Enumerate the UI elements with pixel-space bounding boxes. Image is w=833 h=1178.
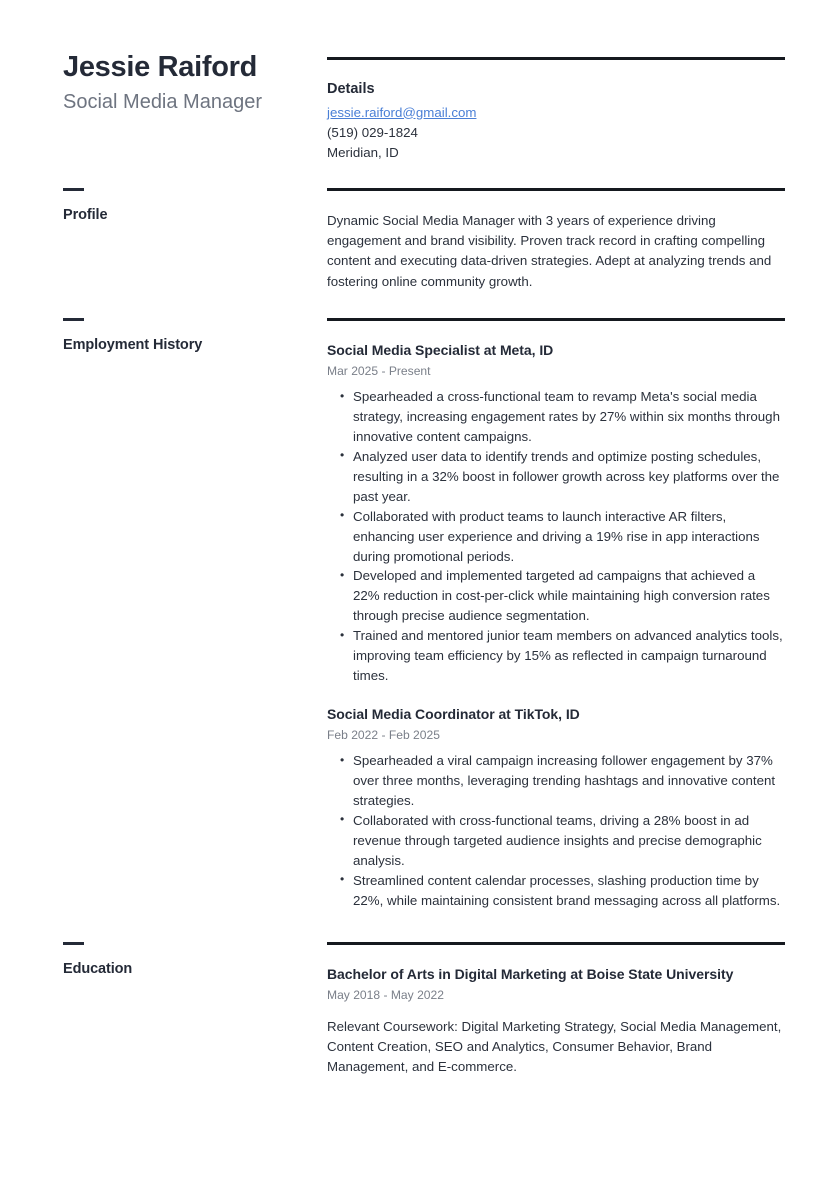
- profile-label-column: [63, 188, 313, 224]
- section-dash-icon: [63, 942, 84, 945]
- phone-text: (519) 029-1824: [327, 124, 418, 140]
- employment-content: [327, 318, 785, 911]
- section-divider: [327, 57, 785, 60]
- employment-entry: [327, 341, 785, 686]
- section-divider: [327, 942, 785, 945]
- details-content: [327, 57, 785, 163]
- bullet-item: • Developed and implemented targeted ad campaigns that achieved a 22% reduction in cost-per-click while maintaining high conversion rates through precise audience segmentation.: [353, 566, 785, 626]
- section-dash-icon: [63, 188, 84, 191]
- employment-label-column: [63, 318, 313, 354]
- profile-content: [327, 188, 785, 292]
- bullet-item: • Collaborated with product teams to launch interactive AR filters, enhancing user experience and driving a 19% rise in app interactions during promotional periods.: [353, 507, 785, 567]
- entry-title: Social Media Specialist at Meta, ID: [327, 342, 554, 358]
- employment-label: Employment History: [63, 337, 203, 353]
- entry-title: Bachelor of Arts in Digital Marketing at Boise State University: [327, 966, 734, 982]
- entry-date: Mar 2025 - Present: [327, 363, 431, 378]
- section-dash-icon: [63, 318, 84, 321]
- bullet-item: • Streamlined content calendar processes, slashing production time by 22%, while maintaining consistent brand messaging across all platforms.: [353, 871, 785, 911]
- entry-title: Social Media Coordinator at TikTok, ID: [327, 706, 580, 723]
- bullet-item: • Collaborated with cross-functional teams, driving a 28% boost in ad revenue through targeted audience insights and precise demographic analysis.: [353, 811, 785, 871]
- location-text: Meridian, ID: [327, 144, 399, 160]
- education-description: Relevant Coursework: Digital Marketing Strategy, Social Media Management, Content Creation, SEO and Analytics, Consumer Behavior, Brand Management, and E-commerce.: [327, 1019, 782, 1075]
- candidate-job-title: Social Media Manager: [63, 90, 262, 113]
- entry-date: Feb 2022 - Feb 2025: [327, 727, 440, 742]
- section-divider: [327, 318, 785, 321]
- bullet-item: • Spearheaded a cross-functional team to revamp Meta's social media strategy, increasing engagement rates by 27% within six months through innovative content campaigns.: [353, 387, 785, 447]
- bullet-item: • Trained and mentored junior team members on advanced analytics tools, improving team efficiency by 15% as reflected in campaign turnaround times.: [353, 626, 785, 686]
- bullet-item: • Analyzed user data to identify trends and optimize posting schedules, resulting in a 32% boost in follower growth across key platforms over the past year.: [353, 447, 785, 507]
- employment-entry: [327, 705, 785, 911]
- entry-bullet-list: [327, 751, 785, 911]
- education-entry: [327, 965, 785, 1078]
- details-heading: Details: [327, 81, 375, 97]
- entry-date: May 2018 - May 2022: [327, 987, 444, 1002]
- profile-label: Profile: [63, 207, 108, 223]
- education-content: [327, 942, 785, 1078]
- education-label-column: [63, 942, 313, 978]
- education-label: Education: [63, 961, 133, 977]
- entry-bullet-list: [327, 387, 785, 686]
- candidate-name: Jessie Raiford: [63, 51, 258, 83]
- bullet-item: • Spearheaded a viral campaign increasing follower engagement by 37% over three months, leveraging trending hashtags and innovative content strategies.: [353, 751, 785, 811]
- resume-header: [63, 52, 313, 115]
- section-divider: [327, 188, 785, 191]
- email-link[interactable]: jessie.raiford@gmail.com: [327, 104, 477, 120]
- profile-text: Dynamic Social Media Manager with 3 years of experience driving engagement and brand visibility. Proven track record in crafting compelling content and executing data-driven strategies. Adept at analyzing trends and fostering online community growth.: [327, 213, 772, 289]
